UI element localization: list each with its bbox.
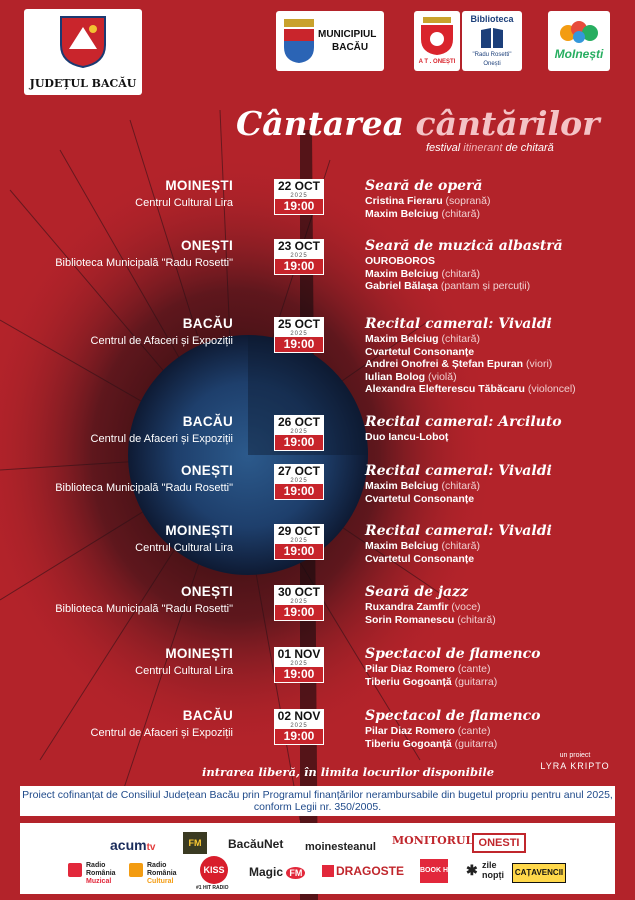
- dragoste-icon: [322, 865, 334, 877]
- event-date-badge: [274, 317, 324, 353]
- rrc-line-3: Cultural: [147, 878, 174, 885]
- performer-name: Cvartetul Consonanțe: [365, 552, 475, 565]
- biblioteca-label-1: Biblioteca: [470, 14, 514, 24]
- event-city: BACĂU: [182, 316, 233, 331]
- rrm-line-3: Muzical: [86, 878, 112, 885]
- performer-name: Cvartetul Consonanțe: [365, 492, 475, 505]
- performer-role: (guitarra): [451, 675, 498, 688]
- performer-role: (chitară): [454, 613, 496, 626]
- event-city: BACĂU: [182, 414, 233, 429]
- performer-name: Duo Iancu-Loboț: [365, 431, 449, 443]
- onesti-crest-icon: [419, 15, 455, 57]
- performer-name: Maxim Belciug: [365, 333, 439, 345]
- event-date: 26 OCT: [274, 415, 324, 429]
- performer-role: (viori): [523, 358, 553, 371]
- event-date-badge: [274, 415, 324, 451]
- event-time: 19:00: [274, 667, 324, 683]
- performer-name: Maxim Belciug: [365, 267, 439, 280]
- performer: [365, 663, 541, 676]
- event-year: 2025: [274, 599, 324, 605]
- event-venue: Centrul Cultural Lira: [135, 197, 233, 209]
- catavencii-logo: CAȚAVENCII: [512, 863, 566, 883]
- rrm-line-2: România: [86, 870, 116, 877]
- event-year: 2025: [274, 193, 324, 199]
- radio-romania-muzical-logo: [86, 862, 116, 886]
- event-date-badge: [274, 647, 324, 683]
- radio-romania-cultural-logo: [147, 862, 177, 886]
- event-title: Spectacol de flamenco: [365, 646, 541, 662]
- project-label: un proiect: [559, 752, 591, 759]
- event-year: 2025: [274, 331, 324, 337]
- event-location: [55, 584, 233, 615]
- event-city: MOINEȘTI: [165, 523, 233, 538]
- star-icon: ✱: [466, 862, 478, 878]
- magic-fm-label: FM: [286, 867, 305, 879]
- dragoste-logo: DRAGOSTE: [336, 864, 405, 878]
- subtitle-italic: itinerant: [463, 142, 503, 154]
- event-time: 19:00: [274, 435, 324, 451]
- judet-crest-icon: [59, 15, 107, 69]
- title-part-2: cântărilor: [415, 104, 600, 143]
- title-part-1: Cântarea: [236, 104, 416, 143]
- event-date: 25 OCT: [274, 317, 324, 331]
- event-time: 19:00: [274, 199, 324, 215]
- title-main: [236, 104, 599, 143]
- performer-name: Pilar Diaz Romero: [365, 725, 455, 737]
- performer-name: Maxim Belciug: [365, 207, 439, 220]
- onesti-label: A T . ONEȘTI: [418, 59, 456, 65]
- performer: [365, 601, 496, 614]
- performer: [365, 480, 552, 493]
- event-year: 2025: [274, 478, 324, 484]
- event-date: 29 OCT: [274, 524, 324, 538]
- event-date-badge: [274, 464, 324, 500]
- event-title: Recital cameral: Arciluto: [365, 414, 562, 430]
- event-title: Seară de muzică albastră: [365, 238, 563, 254]
- performer: [365, 553, 552, 566]
- event-date: 27 OCT: [274, 464, 324, 478]
- event-venue: Biblioteca Municipală "Radu Rosetti": [55, 482, 233, 494]
- rrm-line-1: Radio: [86, 862, 106, 869]
- event-title: Recital cameral: Vivaldi: [365, 316, 552, 332]
- event-title: Seară de jazz: [365, 584, 469, 600]
- event-venue: Biblioteca Municipală "Radu Rosetti": [55, 603, 233, 615]
- event-date: 30 OCT: [274, 585, 324, 599]
- fm-logo: FM: [183, 832, 207, 854]
- event-date-badge: [274, 239, 324, 275]
- performer: [365, 333, 576, 346]
- performer-name: Sorin Romanescu: [365, 613, 455, 626]
- kiss-subtitle: #1 HIT RADIO: [196, 885, 229, 891]
- performer-name: Maxim Belciug: [365, 540, 439, 552]
- municipiu-label-2: BACĂU: [332, 42, 369, 53]
- municipiu-label-1: MUNICIPIUL: [318, 29, 377, 40]
- event-year: 2025: [274, 429, 324, 435]
- performer-role: (cante): [454, 663, 491, 675]
- kiss-fm-logo: KISS: [200, 856, 228, 884]
- performer-role: (violă): [425, 370, 457, 383]
- event-info: [365, 316, 576, 396]
- performer: [365, 195, 490, 208]
- performer: [365, 371, 576, 384]
- event-info: [365, 584, 496, 626]
- performer-name: Pilar Diaz Romero: [365, 663, 455, 675]
- cofinance-statement: [20, 786, 615, 816]
- event-date-badge: [274, 179, 324, 215]
- performer-role: (voce): [448, 601, 481, 613]
- subtitle-part-1: festival: [426, 142, 464, 154]
- judet-bacau-logo: [24, 9, 142, 95]
- performer: [365, 268, 563, 281]
- event-venue: Centrul de Afaceri și Expoziții: [90, 335, 233, 347]
- event-date: 22 OCT: [274, 179, 324, 193]
- subtitle-part-2: de chitară: [502, 142, 554, 154]
- event-venue: Centrul de Afaceri și Expoziții: [90, 433, 233, 445]
- event-year: 2025: [274, 253, 324, 259]
- event-venue: Centrul de Afaceri și Expoziții: [90, 727, 233, 739]
- performer-role: (violoncel): [524, 383, 576, 396]
- monitorul-logo: MONITORUL: [392, 834, 474, 847]
- performer-role: (soprană): [442, 195, 491, 207]
- performer-role: (chitară): [438, 333, 480, 345]
- performer-role: (guitarra): [451, 737, 498, 750]
- performer: [365, 676, 541, 689]
- moinesteanul-logo: moinesteanul: [305, 841, 376, 853]
- event-info: [365, 708, 541, 750]
- project-brand: [530, 752, 620, 771]
- rrc-line-1: Radio: [147, 862, 167, 869]
- municipiu-bacau-logo: [276, 11, 384, 71]
- biblioteca-label-3: Onești: [483, 61, 501, 67]
- event-city: ONEȘTI: [180, 584, 233, 599]
- event-date-badge: [274, 585, 324, 621]
- event-info: [365, 646, 541, 688]
- book-icon: [479, 26, 505, 50]
- acum-tv-label: tv: [146, 842, 156, 853]
- event-info: [365, 178, 490, 220]
- event-city: ONEȘTI: [180, 238, 233, 253]
- moinesti-logo: [548, 11, 610, 71]
- event-time: 19:00: [274, 337, 324, 353]
- municipiu-crest-icon: [282, 17, 316, 65]
- event-year: 2025: [274, 661, 324, 667]
- acum-tv-logo: [110, 837, 155, 853]
- event-time: 19:00: [274, 544, 324, 560]
- performer: [365, 208, 490, 221]
- onesti-media-logo: ONESTI: [472, 833, 526, 853]
- performer-name: Tiberiu Gogoanță: [365, 737, 452, 750]
- performer: [365, 255, 563, 268]
- event-title: Spectacol de flamenco: [365, 708, 541, 724]
- festival-title: [236, 102, 616, 162]
- performer-name: Maxim Belciug: [365, 480, 439, 492]
- cofinance-line-2: conform Legii nr. 350/2005.: [253, 801, 382, 813]
- performer-name: Andrei Onofrei & Ștefan Epuran: [365, 358, 524, 371]
- event-date: 01 NOV: [274, 647, 324, 661]
- magic-fm-logo: [249, 865, 305, 879]
- event-time: 19:00: [274, 729, 324, 745]
- event-location: [135, 523, 233, 554]
- radio-romania-cultural-icon: [129, 863, 143, 877]
- performer: [365, 540, 552, 553]
- performer-name: Gabriel Bălașa: [365, 280, 438, 293]
- performer-name: Cristina Fieraru: [365, 195, 443, 207]
- bacaunet-logo: BacăuNet: [228, 837, 284, 851]
- free-entry-note: intrarea liberă, în limita locurilor disponibile: [202, 765, 495, 779]
- title-subtitle: [426, 142, 554, 154]
- project-brand-name: LYRA KRIPTO: [540, 761, 610, 771]
- event-city: MOINEȘTI: [165, 178, 233, 193]
- event-time: 19:00: [274, 259, 324, 275]
- event-date-badge: [274, 709, 324, 745]
- zile-nopti-logo: [482, 860, 504, 880]
- performer-role: (chitară): [438, 267, 480, 280]
- event-title: Recital cameral: Vivaldi: [365, 523, 552, 539]
- event-location: [135, 178, 233, 209]
- event-year: 2025: [274, 723, 324, 729]
- partner-logos-header: [0, 0, 635, 100]
- magic-label: Magic: [249, 865, 284, 879]
- event-venue: Centrul Cultural Lira: [135, 665, 233, 677]
- event-location: [91, 414, 233, 445]
- event-title: Seară de operă: [365, 178, 483, 194]
- performer-name: Cvartetul Consonanțe: [365, 345, 475, 358]
- event-location: [55, 463, 233, 494]
- event-date-badge: [274, 524, 324, 560]
- book-hub-logo: BOOK HUB: [420, 859, 448, 883]
- performer: [365, 725, 541, 738]
- zile-label: zile: [482, 860, 497, 870]
- performer-role: (cante): [454, 725, 491, 737]
- performer-role: (pantam și percuții): [437, 280, 531, 293]
- event-location: [55, 238, 233, 269]
- performer-role: (chitară): [438, 480, 480, 492]
- event-venue: Centrul Cultural Lira: [135, 542, 233, 554]
- performer-role: (chitară): [438, 540, 480, 552]
- nopti-label: nopți: [482, 870, 504, 880]
- moinesti-label: MoInești: [554, 47, 604, 61]
- performer-role: (chitară): [438, 207, 480, 220]
- performer-name: Tiberiu Gogoanță: [365, 675, 452, 688]
- event-location: [135, 646, 233, 677]
- moinesti-flower-icon: [558, 19, 600, 45]
- event-venue: Biblioteca Municipală "Radu Rosetti": [55, 257, 233, 269]
- event-location: [91, 316, 233, 347]
- performer: [365, 383, 576, 396]
- event-date: 02 NOV: [274, 709, 324, 723]
- acum-label: acum: [110, 837, 147, 853]
- biblioteca-logo: [462, 11, 522, 71]
- biblioteca-label-2: "Radu Rosetti": [472, 52, 512, 58]
- event-location: [91, 708, 233, 739]
- event-info: [365, 238, 563, 293]
- event-info: [365, 523, 552, 565]
- performer: [365, 493, 552, 506]
- event-info: [365, 463, 552, 505]
- performer-name: Iulian Bolog: [365, 370, 426, 383]
- performer-name: Ruxandra Zamfir: [365, 601, 449, 613]
- performer: [365, 431, 562, 444]
- performer-name: OUROBOROS: [365, 255, 436, 267]
- performer: [365, 358, 576, 371]
- radio-romania-muzical-icon: [68, 863, 82, 877]
- performer: [365, 280, 563, 293]
- performer: [365, 346, 576, 359]
- event-city: BACĂU: [182, 708, 233, 723]
- event-time: 19:00: [274, 605, 324, 621]
- event-title: Recital cameral: Vivaldi: [365, 463, 552, 479]
- onesti-logo: [414, 11, 460, 71]
- event-year: 2025: [274, 538, 324, 544]
- event-info: [365, 414, 562, 444]
- cofinance-line-1: Proiect cofinanțat de Consiliul Județean Bacău prin Programul finanțărilor nerambursabile din bugetul propriu pentru anul 2025,: [22, 789, 613, 801]
- judet-label: JUDEȚUL BACĂU: [29, 77, 137, 90]
- performer: [365, 738, 541, 751]
- media-partners: [20, 823, 615, 894]
- event-city: ONEȘTI: [180, 463, 233, 478]
- rrc-line-2: România: [147, 870, 177, 877]
- performer-name: Alexandra Elefterescu Tăbăcaru: [365, 383, 525, 396]
- event-city: MOINEȘTI: [165, 646, 233, 661]
- performer: [365, 614, 496, 627]
- event-time: 19:00: [274, 484, 324, 500]
- event-date: 23 OCT: [274, 239, 324, 253]
